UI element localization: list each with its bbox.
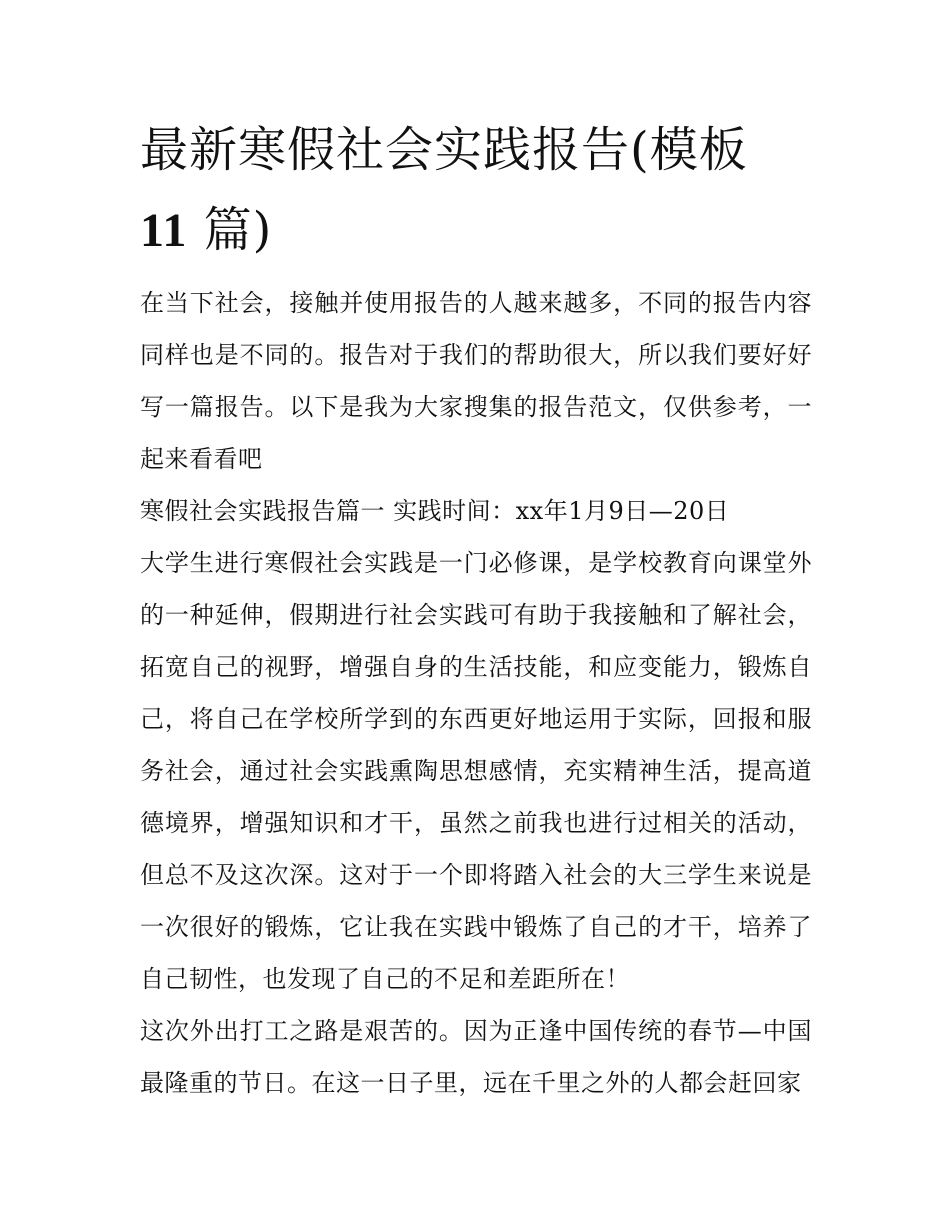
section-heading-paragraph: 寒假社会实践报告篇一 实践时间：xx年1月9日—20日	[140, 497, 730, 525]
title-line-1: 最新寒假社会实践报告(模板	[140, 122, 748, 178]
document-body	[140, 110, 812, 1109]
document-title	[140, 110, 812, 271]
intro-paragraph: 在当下社会，接触并使用报告的人越来越多，不同的报告内容同样也是不同的。报告对于我们的帮助很大，所以我们要好好写一篇报告。以下是我为大家搜集的报告范文，仅供参考，一起来看看吧	[140, 289, 812, 473]
title-line-2: 篇)	[203, 202, 273, 258]
title-number: 11	[140, 204, 188, 257]
body-paragraph: 这次外出打工之路是艰苦的。因为正逢中国传统的春节—中国最隆重的节日。在这一日子里，远在千里之外的人都会赶回家	[140, 1017, 812, 1097]
body-paragraph: 大学生进行寒假社会实践是一门必修课，是学校教育向课堂外的一种延伸，假期进行社会实践可有助于我接触和了解社会，拓宽自己的视野，增强自身的生活技能，和应变能力，锻炼自己，将自己在学校所学到的东西更好地运用于实际，回报和服务社会，通过社会实践熏陶思想感情，充实精神生活，提高道德境界，增强知识和才干，虽然之前我也进行过相关的活动，但总不及这次深。这对于一个即将踏入社会的大三学生来说是一次很好的锻炼，它让我在实践中锻炼了自己的才干，培养了自己韧性，也发现了自己的不足和差距所在！	[140, 549, 812, 993]
